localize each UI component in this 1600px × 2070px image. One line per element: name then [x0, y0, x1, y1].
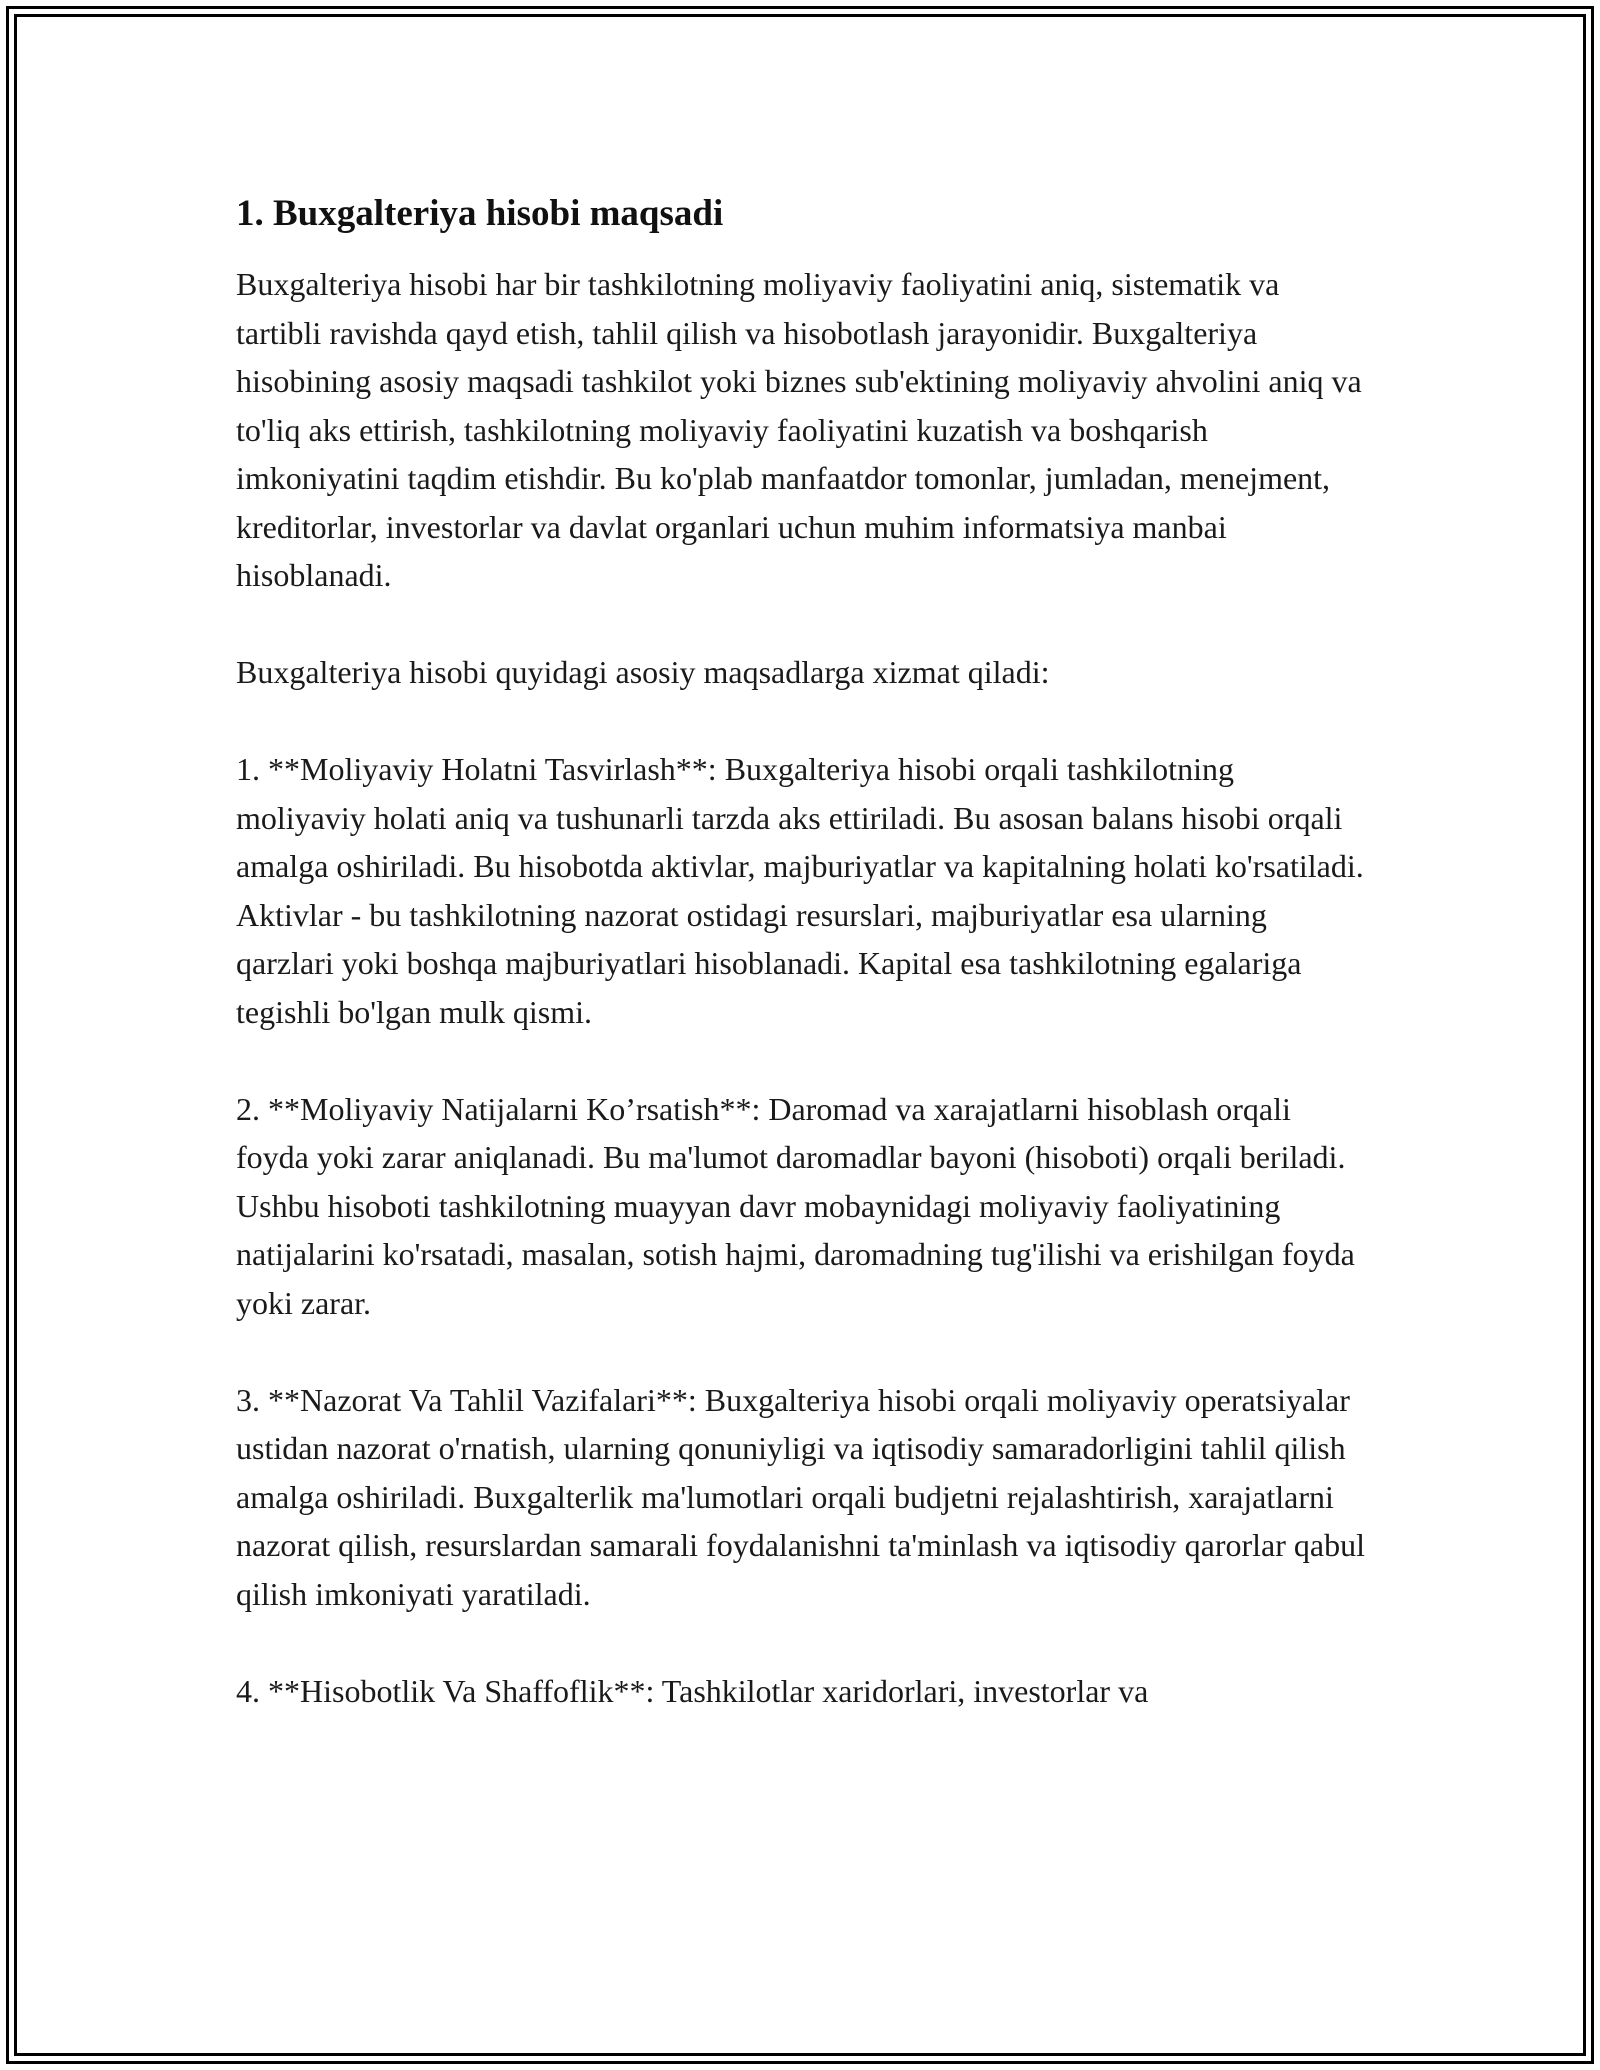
- purpose-item-4: 4. **Hisobotlik Va Shaffoflik**: Tashkilotlar xaridorlari, investorlar va: [236, 1672, 1149, 1709]
- purposes-lead-paragraph: Buxgalteriya hisobi quyidagi asosiy maqsadlarga xizmat qiladi:: [236, 654, 1050, 690]
- document-body: [236, 188, 1366, 1764]
- purpose-item-3: 3. **Nazorat Va Tahlil Vazifalari**: Buxgalteriya hisobi orqali moliyaviy operatsiyalar ustidan nazorat o'rnatish, ularning qonuniyligi va iqtisodiy samaradorligini tahlil qilish amalga oshiriladi. Buxgalterlik ma'lumotlari orqali budjetni rejalashtirish, xarajatlarni nazorat qilish, resurslardan samarali foydalanishni ta'minlash va iqtisodiy qarorlar qabul qilish imkoniyati yaratiladi.: [236, 1381, 1365, 1612]
- section-heading: 1. Buxgalteriya hisobi maqsadi: [236, 193, 724, 234]
- intro-paragraph: Buxgalteriya hisobi har bir tashkilotning moliyaviy faoliyatini aniq, sistematik va tartibli ravishda qayd etish, tahlil qilish va hisobotlash jarayonidir. Buxgalteriya hisobining asosiy maqsadi tashkilot yoki biznes sub'ektining moliyaviy ahvolini aniq va to'liq aks ettirish, tashkilotning moliyaviy faoliyatini kuzatish va boshqarish imkoniyatini taqdim etishdir. Bu ko'plab manfaatdor tomonlar, jumladan, menejment, kreditorlar, investorlar va davlat organlari uchun muhim informatsiya manbai hisoblanadi.: [236, 266, 1362, 593]
- purpose-item-2: 2. **Moliyaviy Natijalarni Ko’rsatish**: Daromad va xarajatlarni hisoblash orqali foyda yoki zarar aniqlanadi. Bu ma'lumot daromadlar bayoni (hisoboti) orqali beriladi. Ushbu hisoboti tashkilotning muayyan davr mobaynidagi moliyaviy faoliyatining natijalarini ko'rsatadi, masalan, sotish hajmi, daromadning tug'ilishi va erishilgan foyda yoki zarar.: [236, 1090, 1355, 1321]
- purpose-item-1: 1. **Moliyaviy Holatni Tasvirlash**: Buxgalteriya hisobi orqali tashkilotning moliyaviy holati aniq va tushunarli tarzda aks ettiriladi. Bu asosan balans hisobi orqali amalga oshiriladi. Bu hisobotda aktivlar, majburiyatlar va kapitalning holati ko'rsatiladi. Aktivlar - bu tashkilotning nazorat ostidagi resurslari, majburiyatlar esa ularning qarzlari yoki boshqa majburiyatlari hisoblanadi. Kapital esa tashkilotning egalariga tegishli bo'lgan mulk qismi.: [236, 751, 1364, 1030]
